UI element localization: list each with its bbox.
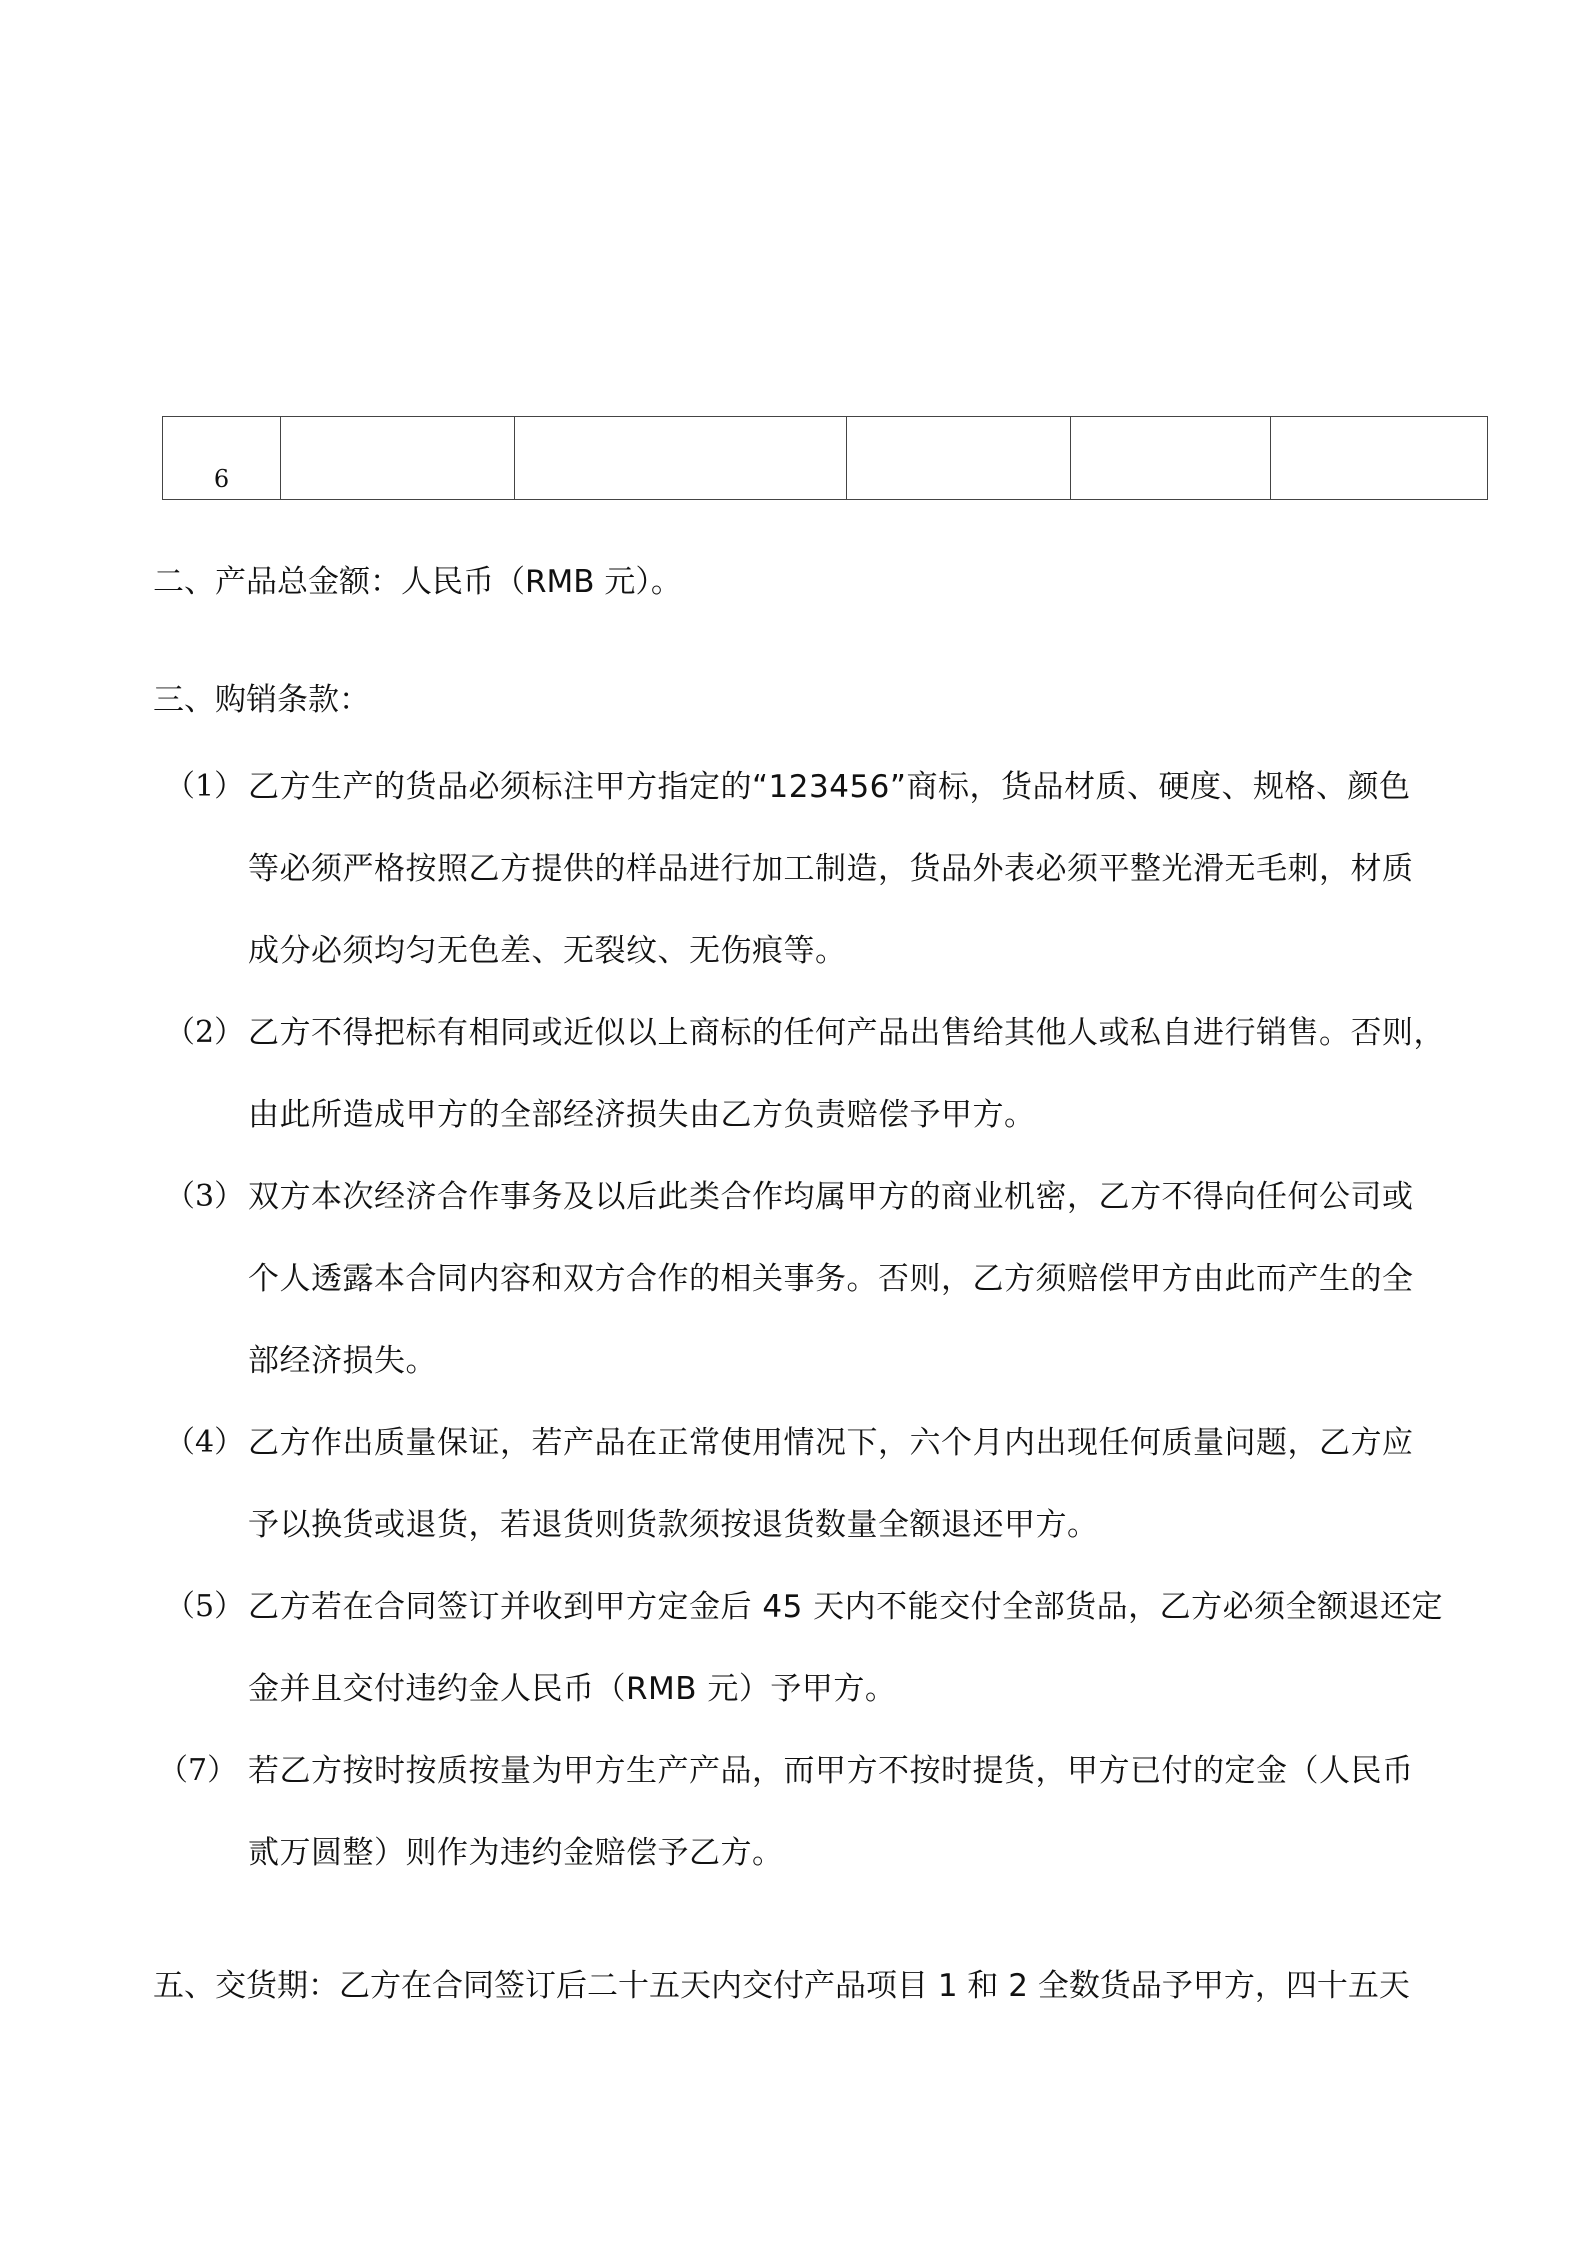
section-5-delivery: 五、交货期：乙方在合同签订后二十五天内交付产品项目 1 和 2 全数货品予甲方，四十五天 [153,1968,1410,2004]
clause-5-line-1: 乙方若在合同签订并收到甲方定金后 45 天内不能交付全部货品，乙方必须全额退还定 [248,1589,1444,1625]
table-cell-row-number: 6 [163,417,281,500]
clause-7-line-1: 若乙方按时按质按量为甲方生产产品，而甲方不按时提货，甲方已付的定金（人民币 [248,1753,1414,1789]
clause-1-line-1: 乙方生产的货品必须标注甲方指定的“123456”商标，货品材质、硬度、规格、颜色 [248,769,1411,805]
section-3-title: 三、购销条款： [153,682,370,718]
clause-2-line-2: 由此所造成甲方的全部经济损失由乙方负责赔偿予甲方。 [248,1097,1036,1133]
table-cell [1071,417,1271,500]
table-row [163,417,1488,500]
section-2-total-amount: 二、产品总金额：人民币（RMB 元）。 [153,564,682,600]
clause-2-line-1: 乙方不得把标有相同或近似以上商标的任何产品出售给其他人或私自进行销售。否则， [248,1015,1445,1051]
product-table [162,416,1488,500]
clause-1-line-2: 等必须严格按照乙方提供的样品进行加工制造，货品外表必须平整光滑无毛刺，材质 [248,851,1414,887]
clause-1-marker: （1） [165,769,245,804]
clause-2-marker: （2） [165,1015,245,1050]
table-cell [515,417,847,500]
clause-5-marker: （5） [165,1589,245,1624]
clause-7-line-2: 贰万圆整）则作为违约金赔偿予乙方。 [248,1835,784,1871]
clause-4-marker: （4） [165,1425,245,1460]
clause-3-line-2: 个人透露本合同内容和双方合作的相关事务。否则，乙方须赔偿甲方由此而产生的全 [248,1261,1414,1297]
clause-4-line-2: 予以换货或退货，若退货则货款须按退货数量全额退还甲方。 [248,1507,1099,1543]
table-cell [281,417,515,500]
clause-3-line-1: 双方本次经济合作事务及以后此类合作均属甲方的商业机密，乙方不得向任何公司或 [248,1179,1414,1215]
clause-3-marker: （3） [165,1179,245,1214]
clause-3-line-3: 部经济损失。 [248,1343,437,1379]
table-cell [1271,417,1488,500]
table-cell [847,417,1071,500]
clause-4-line-1: 乙方作出质量保证，若产品在正常使用情况下，六个月内出现任何质量问题，乙方应 [248,1425,1414,1461]
clause-5-line-2: 金并且交付违约金人民币（RMB 元）予甲方。 [248,1671,897,1707]
clause-1-line-3: 成分必须均匀无色差、无裂纹、无伤痕等。 [248,933,847,969]
clause-7-marker: （7） [158,1753,238,1788]
